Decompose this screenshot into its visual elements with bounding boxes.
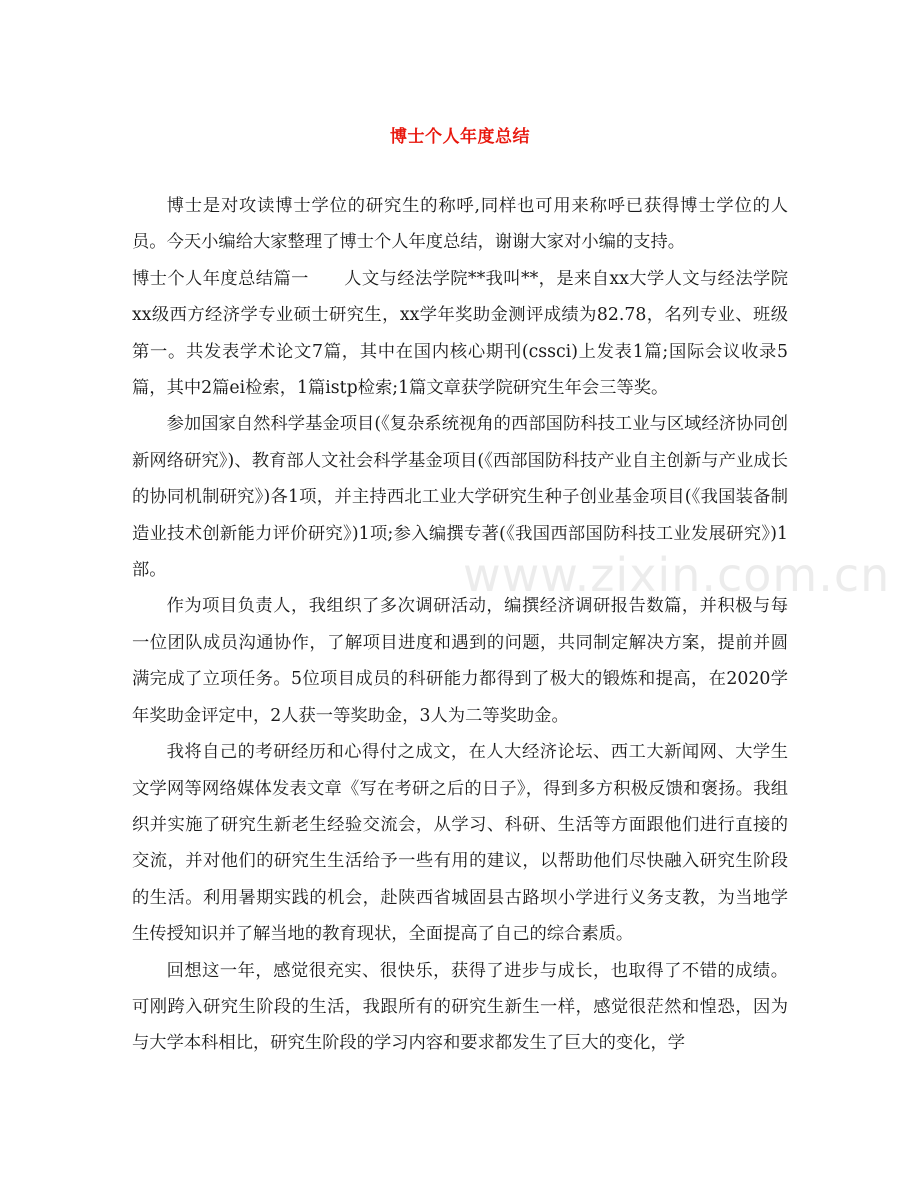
paragraph-projects: 参加国家自然科学基金项目(《复杂系统视角的西部国防科技工业与区域经济协同创新网络研究》)、教育部人文社会科学基金项目(《西部国防科技产业自主创新与产业成长的协同机制研究》)各1项，并主持西北工业大学研究生种子创业基金项目(《我国装备制造业技术创新能力评价研究》)1项;参入编撰专著(《我国西部国防科技工业发展研究》)1部。 <box>132 414 788 581</box>
document-body <box>132 188 788 1062</box>
paragraph-project-lead: 作为项目负责人，我组织了多次调研活动，编撰经济调研报告数篇，并积极与每一位团队成员沟通协作，了解项目进度和遇到的问题，共同制定解决方案，提前并圆满完成了立项任务。5位项目成员的科研能力都得到了极大的锻炼和提高，在2020学年奖助金评定中，2人获一等奖助金，3人为二等奖助金。 <box>132 596 788 726</box>
paragraph-intro: 博士是对攻读博士学位的研究生的称呼,同样也可用来称呼已获得博士学位的人员。今天小编给大家整理了博士个人年度总结，谢谢大家对小编的支持。 <box>132 196 788 253</box>
paragraph-part-one: 博士个人年度总结篇一 人文与经法学院**我叫**，是来自xx大学人文与经法学院xx级西方经济学专业硕士研究生，xx学年奖助金测评成绩为82.78，名列专业、班级第一。共发表学术论文7篇，其中在国内核心期刊(cssci)上发表1篇;国际会议收录5篇，其中2篇ei检索，1篇istp检索;1篇文章获学院研究生年会三等奖。 <box>132 268 788 399</box>
paragraph-activities: 我将自己的考研经历和心得付之成文，在人大经济论坛、西工大新闻网、大学生文学网等网络媒体发表文章《写在考研之后的日子》，得到多方积极反馈和褒扬。我组织并实施了研究生新老生经验交流会，从学习、科研、生活等方面跟他们进行直接的交流，并对他们的研究生生活给予一些有用的建议，以帮助他们尽快融入研究生阶段的生活。利用暑期实践的机会，赴陕西省城固县古路坝小学进行义务支教，为当地学生传授知识并了解当地的教育现状，全面提高了自己的综合素质。 <box>132 742 788 945</box>
paragraph-reflection: 回想这一年，感觉很充实、很快乐，获得了进步与成长，也取得了不错的成绩。可刚跨入研究生阶段的生活，我跟所有的研究生新生一样，感觉很茫然和惶恐，因为与大学本科相比，研究生阶段的学习内容和要求都发生了巨大的变化，学 <box>132 960 788 1054</box>
watermark: www.zixin.com.cn <box>463 548 891 602</box>
document-title: 博士个人年度总结 <box>390 127 530 147</box>
